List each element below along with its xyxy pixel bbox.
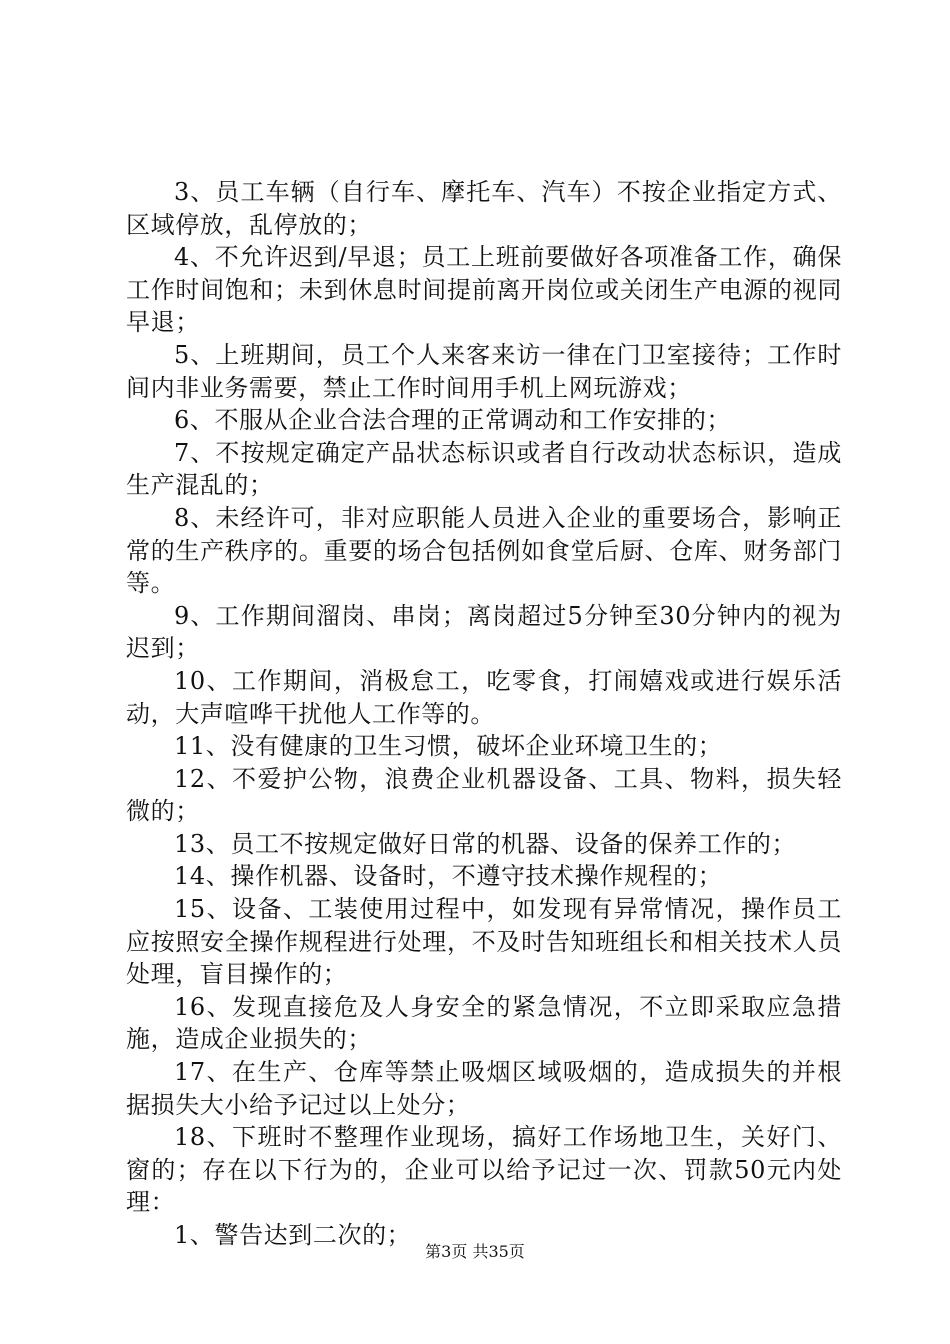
paragraph-penalty-1: 1、警告达到二次的；: [174, 1221, 412, 1249]
paragraph-rule-16: 16、发现直接危及人身安全的紧急情况，不立即采取应急措施，造成企业损失的；: [126, 992, 842, 1054]
paragraph-rule-18: 18、下班时不整理作业现场，搞好工作场地卫生，关好门、窗的；存在以下行为的，企业可以给予记过一次、罚款50元内处理：: [126, 1123, 842, 1217]
paragraph-rule-14: 14、操作机器、设备时，不遵守技术操作规程的；: [174, 862, 723, 891]
paragraph-rule-13: 13、员工不按规定做好日常的机器、设备的保养工作的；: [174, 829, 797, 858]
paragraph-rule-17: 17、在生产、仓库等禁止吸烟区域吸烟的，造成损失的并根据损失大小给予记过以上处分；: [126, 1058, 842, 1119]
paragraph-rule-11: 11、没有健康的卫生习惯，破坏企业环境卫生的；: [174, 732, 723, 761]
paragraph-rule-6: 6、不服从企业合法合理的正常调动和工作安排的；: [174, 406, 732, 435]
paragraph-rule-7: 7、不按规定确定产品状态标识或者自行改动状态标识，造成生产混乱的；: [126, 438, 842, 500]
paragraph-rule-3: 3、员工车辆（自行车、摩托车、汽车）不按企业指定方式、区域停放，乱停放的；: [126, 178, 842, 239]
page-number-footer: 第3页 共35页: [425, 1242, 525, 1261]
paragraph-rule-5: 5、上班期间，员工个人来客来访一律在门卫室接待；工作时间内非业务需要，禁止工作时间用手机上网玩游戏；: [126, 340, 842, 402]
paragraph-rule-4: 4、不允许迟到/早退；员工上班前要做好各项准备工作，确保工作时间饱和；未到休息时间提前离开岗位或关闭生产电源的视同早退；: [126, 243, 842, 337]
paragraph-rule-10: 10、工作期间，消极怠工，吃零食，打闹嬉戏或进行娱乐活动，大声喧哗干扰他人工作等的。: [126, 666, 842, 728]
paragraph-rule-9: 9、工作期间溜岗、串岗；离岗超过5分钟至30分钟内的视为迟到；: [126, 601, 842, 663]
paragraph-rule-15: 15、设备、工装使用过程中，如发现有异常情况，操作员工应按照安全操作规程进行处理，不及时告知班组长和相关技术人员处理，盲目操作的；: [126, 895, 842, 989]
paragraph-rule-8: 8、未经许可，非对应职能人员进入企业的重要场合，影响正常的生产秩序的。重要的场合包括例如食堂后厨、仓库、财务部门等。: [126, 503, 842, 598]
document-body: [126, 176, 842, 1252]
paragraph-rule-12: 12、不爱护公物，浪费企业机器设备、工具、物料，损失轻微的；: [126, 764, 842, 826]
